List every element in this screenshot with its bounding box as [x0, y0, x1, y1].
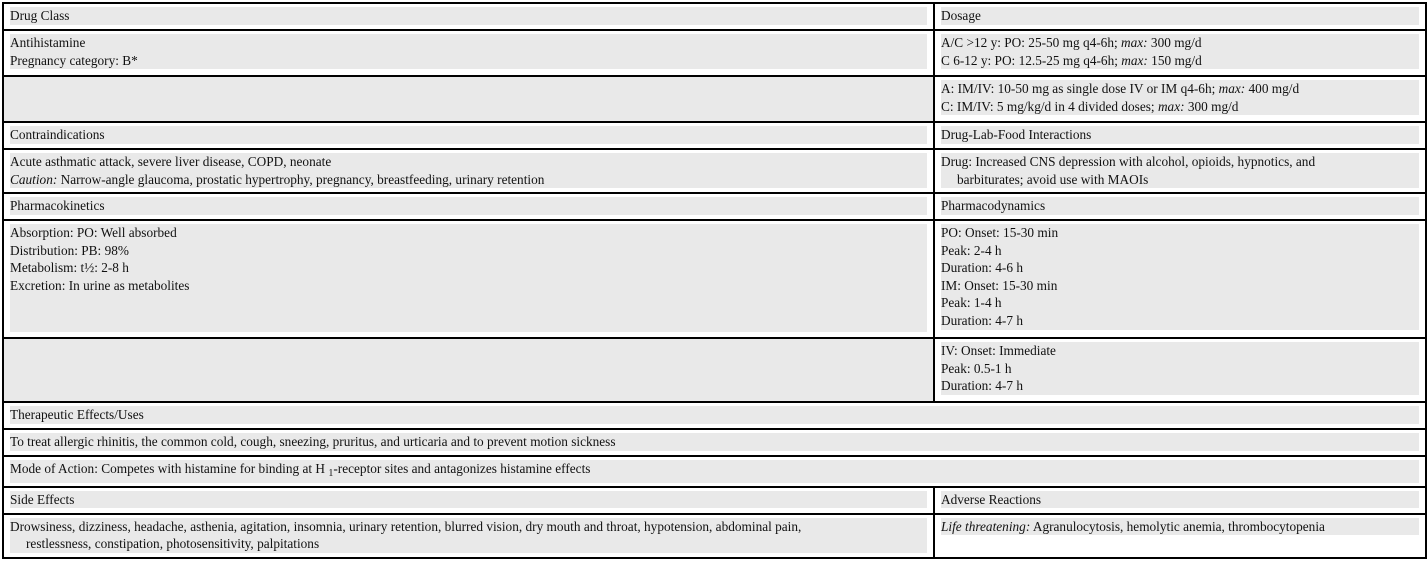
adverse-cell — [934, 514, 1426, 558]
interactions-line1: Drug: Increased CNS depression with alcohol, opioids, hypnotics, and — [941, 153, 1419, 171]
mode-of-action-post: -receptor sites and antagonizes histamine effects — [333, 461, 591, 476]
dosage-im-iv-child-max: 300 mg/d — [1184, 98, 1239, 114]
max-label: max: — [1218, 81, 1246, 96]
header-row-side-adverse — [3, 487, 1426, 514]
therapeutic-uses: To treat allergic rhinitis, the common cold, cough, sneezing, pruritus, and urticaria and to prevent motion sickness — [10, 433, 1419, 451]
caution-text — [10, 171, 927, 189]
dosage-header: Dosage — [941, 7, 1419, 25]
adverse-header: Adverse Reactions — [941, 491, 1419, 509]
dosage-po-cell — [934, 30, 1426, 76]
pd-po-im-cell — [934, 220, 1426, 338]
pd-iv-duration: Duration: 4-7 h — [941, 377, 1419, 395]
interactions-header: Drug-Lab-Food Interactions — [941, 126, 1419, 144]
pd-iv-cell — [934, 338, 1426, 402]
dosage-po-adult — [941, 34, 1419, 52]
side-effects-line2: restlessness, constipation, photosensitivity, palpitations — [10, 535, 927, 553]
pk-metabolism: Metabolism: t½: 2-8 h — [10, 260, 129, 276]
therapeutic-header: Therapeutic Effects/Uses — [10, 406, 1419, 424]
header-row-class-dosage — [3, 3, 1426, 30]
side-effects-line1: Drowsiness, dizziness, headache, asthenia, agitation, insomnia, urinary retention, blurred vision, dry mouth and throat, hypotension, abdominal pain, — [10, 518, 927, 536]
pk-distribution: Distribution: PB: 98% — [10, 242, 129, 258]
drug-class-header-cell — [3, 3, 934, 30]
pharmacokinetics-header-cell — [3, 193, 934, 220]
blank-cell — [3, 338, 934, 402]
contraindications-header: Contraindications — [10, 126, 927, 144]
side-effects-header: Side Effects — [10, 491, 927, 509]
caution-list: Narrow-angle glaucoma, prostatic hypertrophy, pregnancy, breastfeeding, urinary retention — [57, 171, 545, 187]
mode-of-action-row — [3, 456, 1426, 487]
dosage-im-iv-row — [3, 76, 1426, 122]
pd-po-peak: Peak: 2-4 h — [941, 242, 1419, 260]
dosage-im-iv-child — [941, 98, 1419, 116]
adverse-header-cell — [934, 487, 1426, 514]
pd-iv-row — [3, 338, 1426, 402]
drug-class-cell — [3, 30, 934, 76]
dosage-po-child — [941, 52, 1419, 70]
dosage-im-iv-adult-text: A: IM/IV: 10-50 mg as single dose IV or IM q4-6h; — [941, 81, 1219, 96]
pd-im-duration: Duration: 4-7 h — [941, 312, 1419, 330]
dosage-im-iv-cell — [934, 76, 1426, 122]
drug-class-header: Drug Class — [10, 7, 927, 25]
dosage-po-child-max: 150 mg/d — [1147, 52, 1202, 68]
therapeutic-uses-row — [3, 429, 1426, 456]
pharmacodynamics-header: Pharmacodynamics — [941, 197, 1419, 215]
mode-of-action — [10, 460, 1419, 483]
side-effects-header-cell — [3, 487, 934, 514]
contraindications-text: Acute asthmatic attack, severe liver disease, COPD, neonate — [10, 153, 927, 171]
max-label: max: — [1157, 98, 1185, 114]
pd-iv-peak: Peak: 0.5-1 h — [941, 360, 1419, 378]
mode-of-action-cell — [3, 456, 1426, 487]
therapeutic-uses-cell — [3, 429, 1426, 456]
interactions-line2: barbiturates; avoid use with MAOIs — [941, 171, 1419, 189]
pd-po-duration: Duration: 4-6 h — [941, 259, 1419, 277]
pk-excretion: Excretion: In urine as metabolites — [10, 277, 190, 293]
pregnancy-category: Pregnancy category: B* — [10, 52, 927, 70]
dosage-po-adult-max: 300 mg/d — [1147, 35, 1202, 50]
caution-label: Caution: — [10, 171, 58, 187]
header-row-therapeutic — [3, 402, 1426, 429]
side-effects-cell — [3, 514, 934, 558]
mode-of-action-pre: Mode of Action: Competes with histamine for binding at H — [10, 461, 329, 476]
drug-class-row — [3, 30, 1426, 76]
max-label: max: — [1121, 35, 1148, 50]
pharmacokinetics-cell — [3, 220, 934, 338]
pharmacokinetics-header: Pharmacokinetics — [10, 197, 927, 215]
dosage-header-cell — [934, 3, 1426, 30]
side-effects-row — [3, 514, 1426, 558]
pk-absorption: Absorption: PO: Well absorbed — [10, 225, 177, 240]
pd-im-onset: IM: Onset: 15-30 min — [941, 277, 1419, 295]
contraindications-cell — [3, 149, 934, 193]
contraindications-row — [3, 149, 1426, 193]
drug-monograph-table — [2, 2, 1427, 559]
contraindications-header-cell — [3, 122, 934, 149]
drug-class-name: Antihistamine — [10, 34, 927, 52]
pk-block — [10, 224, 927, 332]
dosage-im-iv-child-text: C: IM/IV: 5 mg/kg/d in 4 divided doses; — [941, 98, 1158, 114]
pd-im-peak: Peak: 1-4 h — [941, 294, 1419, 312]
adverse-list: Agranulocytosis, hemolytic anemia, thrombocytopenia — [1030, 518, 1325, 534]
header-row-pk-pd — [3, 193, 1426, 220]
pharmacodynamics-header-cell — [934, 193, 1426, 220]
interactions-header-cell — [934, 122, 1426, 149]
h1-subscript: 1 — [328, 468, 334, 479]
dosage-po-child-text: C 6-12 y: PO: 12.5-25 mg q4-6h; — [941, 52, 1122, 68]
pd-po-onset: PO: Onset: 15-30 min — [941, 224, 1419, 242]
interactions-cell — [934, 149, 1426, 193]
header-row-contra-interactions — [3, 122, 1426, 149]
therapeutic-header-cell — [3, 402, 1426, 429]
dosage-im-iv-adult — [941, 80, 1419, 98]
adverse-text — [941, 518, 1419, 536]
pd-iv-onset: IV: Onset: Immediate — [941, 342, 1419, 360]
dosage-po-adult-text: A/C >12 y: PO: 25-50 mg q4-6h; — [941, 35, 1121, 50]
max-label: max: — [1121, 52, 1148, 68]
life-threatening-label: Life threatening: — [941, 518, 1031, 534]
blank-cell — [3, 76, 934, 122]
pharmacokinetics-row — [3, 220, 1426, 338]
dosage-im-iv-adult-max: 400 mg/d — [1245, 81, 1300, 96]
